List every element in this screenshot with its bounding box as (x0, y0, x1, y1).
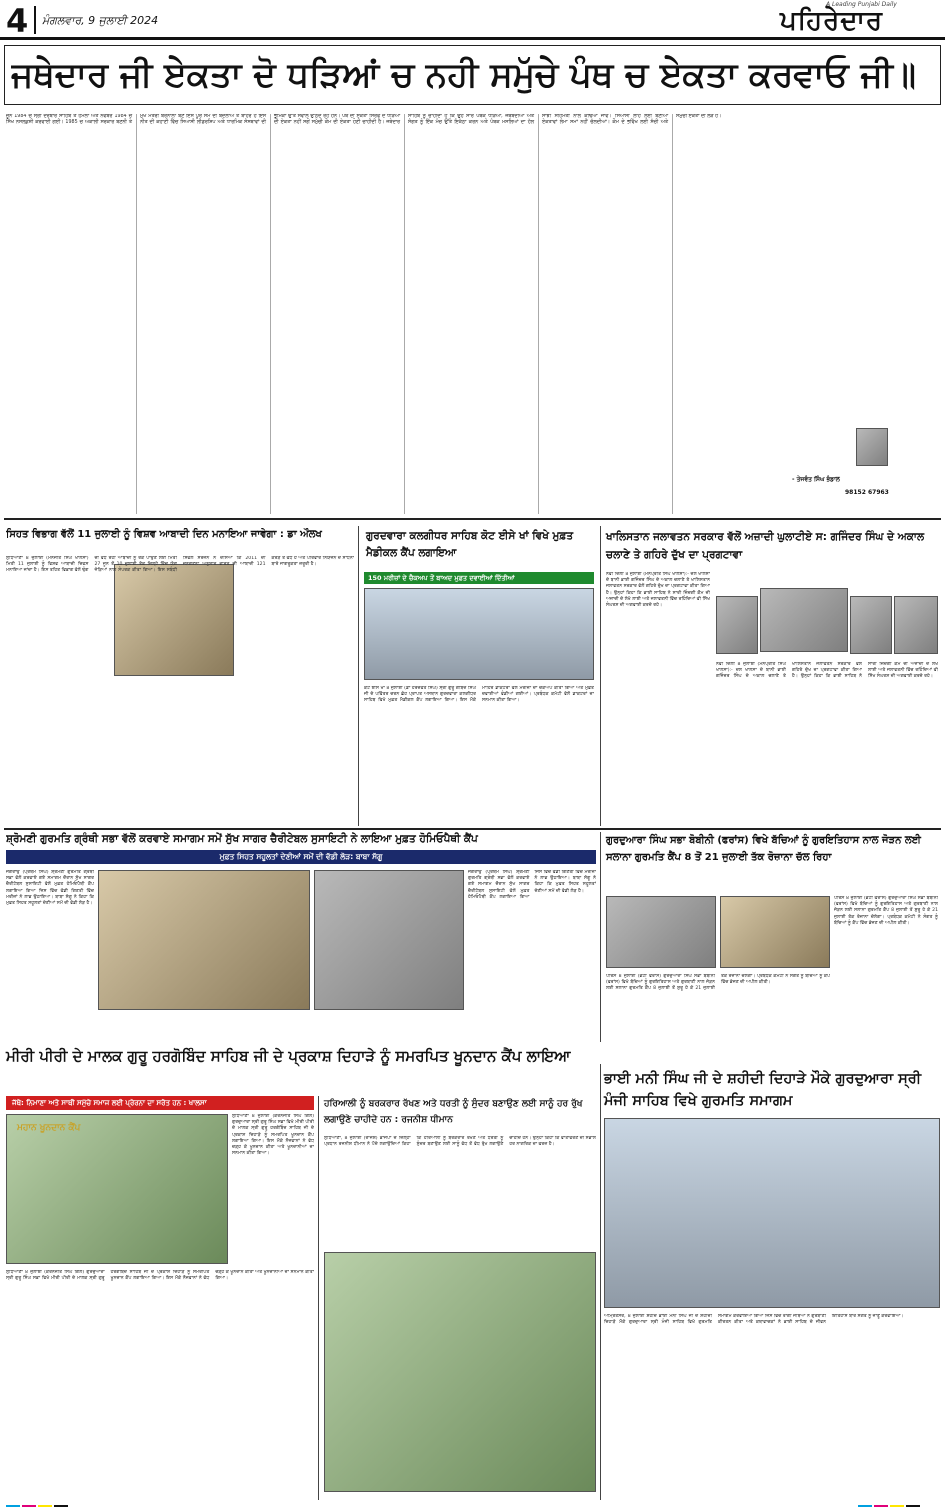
tagline: A Leading Punjabi Daily (826, 1, 897, 8)
paper-name: ਪਹਿਰੇਦਾਰ (780, 6, 883, 36)
story-photo (364, 588, 594, 680)
lead-body: ਜੂਨ 1984 ਚ ਸ੍ਰੀ ਦਰਬਾਰ ਸਾਹਿਬ ਤੇ ਹਮਲਾ ਅਤੇ ਨਵੰਬਰ 1984 ਚ ਸਿੱਖ ਨਸਲਕੁਸ਼ੀ ਕਰਵਾਈ ਗਈ। 1985 ਚ ਅਕਾਲੀ ਸਰਕਾਰ ਬਣਨੀ ਤੇ ਮੁੱਖ ਮੰਤਰੀ ਬਰਨਾਲਾ ਬਣੇ ਇਸ ਪੂਰੇ ਸਮੇਂ ਦੀ ਬਦਲਾਅ ਤੋਂ ਬਾਹਰ ਹੋ ਇਸ ਨੀਤ ਦੀ ਕਹਾਣੀ ਵਿੱਚ ਸਿਆਸੀ ਲੀਡਰਸ਼ਿਪ ਅਤੇ ਧਾਰਮਿਕ ਸੰਸਥਾਵਾਂ ਦੀ ਭੂਮਿਕਾ ਉੱਤੇ ਸਵਾਲ ਉੱਠਦੇ ਰਹੇ ਹਨ। ਪੰਥ ਦੀ ਏਕਤਾ ਸਿਰਫ ਦੋ ਧੜਿਆਂ ਦੀ ਏਕਤਾ ਨਹੀਂ ਸਗੋਂ ਸਮੁੱਚੀ ਕੌਮ ਦੀ ਏਕਤਾ ਹੋਣੀ ਚਾਹੀਦੀ ਹੈ। ਜਥੇਦਾਰ ਸਾਹਿਬ ਨੂੰ ਚਾਹੀਦਾ ਹੈ ਕਿ ਉਹ ਸਾਰੇ ਪੰਥਕ ਧੜਿਆਂ, ਜਥੇਬੰਦੀਆਂ ਅਤੇ ਸੰਗਤ ਨੂੰ ਇੱਕ ਮੰਚ ਉੱਤੇ ਇਕੱਠਾ ਕਰਨ ਅਤੇ ਪੰਥਕ ਮਸਲਿਆਂ ਦਾ ਹੱਲ ਸਾਂਝੀ ਸਹਿਮਤੀ ਨਾਲ ਕੱਢਿਆ ਜਾਵੇ। ਸਿਆਸੀ ਲਾਹੇ ਲਈ ਬਣੀਆਂ ਏਕਤਾਵਾਂ ਲੰਮਾ ਸਮਾਂ ਨਹੀਂ ਚੱਲਦੀਆਂ। ਕੌਮ ਦੇ ਭਵਿੱਖ ਲਈ ਸੱਚੀ ਅਤੇ ਸਮੁੱਚੀ ਏਕਤਾ ਦੀ ਲੋੜ ਹੈ। (6, 114, 722, 126)
date-line: ਮੰਗਲਵਾਰ, 9 ਜੁਲਾਈ 2024 (42, 14, 159, 27)
story-headline: ਖਾਲਿਸਤਾਨ ਜਲਾਵਤਨ ਸਰਕਾਰ ਵੱਲੋਂ ਅਜ਼ਾਦੀ ਘੁਲਾਟੀਏ ਸ: ਗਜਿੰਦਰ ਸਿੰਘ ਦੇ ਅਕਾਲ ਚਲਾਣੇ ਤੇ ਗਹਿਰੇ ਦੁੱਖ ਦਾ ਪ੍ਰਗਟਾਵਾ (606, 531, 925, 561)
masthead (0, 0, 945, 40)
color-registration-strip-right (858, 1498, 922, 1507)
story-homeopathy-camp (6, 832, 596, 1042)
story-body: ਅੰਮ੍ਰਿਤਸਰ, 8 ਜੁਲਾਈ ਸ਼ਹੀਦ ਭਾਈ ਮਨੀ ਸਿੰਘ ਜੀ ਦੇ ਸ਼ਹੀਦੀ ਦਿਹਾੜੇ ਮੌਕੇ ਗੁਰਦੁਆਰਾ ਸ੍ਰੀ ਮੰਜੀ ਸਾਹਿਬ ਵਿਖੇ ਗੁਰਮਤਿ ਸਮਾਗਮ ਕਰਵਾਇਆ ਗਿਆ ਜਿਸ ਵਿੱਚ ਰਾਗੀ ਜਥਿਆਂ ਨੇ ਗੁਰਬਾਣੀ ਕੀਰਤਨ ਕੀਤਾ ਅਤੇ ਕਥਾਵਾਚਕਾਂ ਨੇ ਭਾਈ ਸਾਹਿਬ ਦੇ ਜੀਵਨ ਇਤਿਹਾਸ ਬਾਰੇ ਸੰਗਤ ਨੂੰ ਜਾਣੂ ਕਰਵਾਇਆ। (604, 1314, 904, 1326)
story-body: ਲੁਧਿਆਣਾ, 8 ਜੁਲਾਈ (ਰਾਜੇਸ਼) ਭਾਜਪਾ ਦੇ ਜ਼ਿਲ੍ਹਾ ਪ੍ਰਧਾਨ ਰਜਨੀਸ਼ ਧੀਮਾਨ ਨੇ ਪੌਦੇ ਲਗਾਉਂਦਿਆਂ ਕਿਹਾ ਕਿ ਹਰਿਆਲੀ ਨੂੰ ਬਰਕਰਾਰ ਰੱਖਣ ਅਤੇ ਧਰਤੀ ਨੂੰ ਸੁੰਦਰ ਬਣਾਉਣ ਲਈ ਸਾਨੂੰ ਵੱਧ ਤੋਂ ਵੱਧ ਰੁੱਖ ਲਗਾਉਣੇ ਚਾਹੀਦੇ ਹਨ। ਉਨ੍ਹਾਂ ਕਿਹਾ ਕਿ ਵਾਤਾਵਰਣ ਦੀ ਸੰਭਾਲ ਹਰ ਨਾਗਰਿਕ ਦਾ ਫਰਜ਼ ਹੈ। (324, 1136, 596, 1148)
portrait-photo-2 (760, 588, 848, 652)
author-photo (856, 428, 888, 466)
story-photo (604, 1118, 940, 1308)
color-registration-strip (6, 1498, 70, 1507)
col-separator (600, 1064, 601, 1500)
col-separator (600, 526, 601, 826)
blood-donation-body-continued: ਲੁਧਿਆਣਾ 8 ਜੁਲਾਈ (ਕਰਨਜੀਤ ਸਿੰਘ ਗਿੱਲ) ਗੁਰਦੁਆਰਾ ਸ੍ਰੀ ਗੁਰੂ ਸਿੰਘ ਸਭਾ ਵਿਖੇ ਮੀਰੀ ਪੀਰੀ ਦੇ ਮਾਲਕ ਸ੍ਰੀ ਗੁਰੂ ਹਰਗੋਬਿੰਦ ਸਾਹਿਬ ਜੀ ਦੇ ਪ੍ਰਕਾਸ਼ ਦਿਹਾੜੇ ਨੂੰ ਸਮਰਪਿਤ ਖੂਨਦਾਨ ਕੈਂਪ ਲਗਾਇਆ ਗਿਆ। ਇਸ ਮੌਕੇ ਨੌਜਵਾਨਾਂ ਨੇ ਵੱਧ ਚੜ੍ਹ ਕੇ ਖੂਨਦਾਨ ਕੀਤਾ ਅਤੇ ਖੂਨਦਾਨੀਆਂ ਦਾ ਸਨਮਾਨ ਕੀਤਾ ਗਿਆ। (6, 1270, 314, 1282)
story-headline: ਸ਼੍ਰੋਮਣੀ ਗੁਰਮਤਿ ਗ੍ਰੰਥੀ ਸਭਾ ਵੱਲੋਂ ਕਰਵਾਏ ਸਮਾਗਮ ਸਮੇਂ ਸੁੱਖ ਸਾਗਰ ਚੈਰੀਟੇਬਲ ਸੁਸਾਇਟੀ ਨੇ ਲਾਇਆ ਮੁਫ਼ਤ ਹੋਮਿਓਪੈਥੀ ਕੈਂਪ (6, 833, 478, 845)
photo-sign: ਮਹਾਨ ਖੂਨਦਾਨ ਕੈਂਪ (17, 1123, 81, 1133)
story-headline: ਗੁਰਦਵਾਰਾ ਕਲਗੀਧਰ ਸਾਹਿਬ ਕੋਟ ਈਸੇ ਖਾਂ ਵਿਖੇ ਮੁਫ਼ਤ ਮੈਡੀਕਲ ਕੈਂਪ ਲਗਾਇਆ (366, 530, 574, 559)
story-gajinder-singh (604, 526, 940, 826)
portrait-photo-4 (894, 596, 938, 654)
story-photo-right (314, 870, 464, 1010)
story-body-continued: ਜਗਰਾਉਂ (ਪ੍ਰਥਮ ਸਿੰਘ) ਸ਼੍ਰੋਮਣੀ ਗੁਰਮਤਿ ਗ੍ਰੰਥੀ ਸਭਾ ਵੱਲੋਂ ਕਰਵਾਏ ਗਏ ਸਮਾਗਮ ਦੌਰਾਨ ਸੁੱਖ ਸਾਗਰ ਚੈਰੀਟੇਬਲ ਸੁਸਾਇਟੀ ਵੱਲੋਂ ਮੁਫ਼ਤ ਹੋਮਿਓਪੈਥੀ ਕੈਂਪ ਲਗਾਇਆ ਗਿਆ ਜਿਸ ਵਿੱਚ ਵੱਡੀ ਗਿਣਤੀ ਵਿੱਚ ਮਰੀਜ਼ਾਂ ਨੇ ਲਾਭ ਉਠਾਇਆ। ਬਾਬਾ ਸੱਗੂ ਨੇ ਕਿਹਾ ਕਿ ਮੁਫ਼ਤ ਸਿਹਤ ਸਹੂਲਤਾਂ ਦੇਣੀਆਂ ਸਮੇਂ ਦੀ ਵੱਡੀ ਲੋੜ ਹੈ। (468, 870, 596, 900)
story-body: ਜਗਰਾਉਂ (ਪ੍ਰਥਮ ਸਿੰਘ) ਸ਼੍ਰੋਮਣੀ ਗੁਰਮਤਿ ਗ੍ਰੰਥੀ ਸਭਾ ਵੱਲੋਂ ਕਰਵਾਏ ਗਏ ਸਮਾਗਮ ਦੌਰਾਨ ਸੁੱਖ ਸਾਗਰ ਚੈਰੀਟੇਬਲ ਸੁਸਾਇਟੀ ਵੱਲੋਂ ਮੁਫ਼ਤ ਹੋਮਿਓਪੈਥੀ ਕੈਂਪ ਲਗਾਇਆ ਗਿਆ ਜਿਸ ਵਿੱਚ ਵੱਡੀ ਗਿਣਤੀ ਵਿੱਚ ਮਰੀਜ਼ਾਂ ਨੇ ਲਾਭ ਉਠਾਇਆ। ਬਾਬਾ ਸੱਗੂ ਨੇ ਕਿਹਾ ਕਿ ਮੁਫ਼ਤ ਸਿਹਤ ਸਹੂਲਤਾਂ ਦੇਣੀਆਂ ਸਮੇਂ ਦੀ ਵੱਡੀ ਲੋੜ ਹੈ। (6, 870, 94, 907)
story-photo-left (606, 896, 716, 968)
story-photo-left (98, 870, 310, 1010)
section-rule (4, 828, 941, 830)
story-bobigny-camp (604, 832, 940, 1062)
lead-headline-box (4, 45, 941, 105)
story-body: ਲੁਧਿਆਣਾ 8 ਜੁਲਾਈ (ਮਨਜੀਤ ਸਿੰਘ ਖਾਲਸਾ) ਮਿਤੀ 11 ਜੁਲਾਈ ਨੂੰ ਵਿਸ਼ਵ ਆਬਾਦੀ ਦਿਵਸ ਮਨਾਇਆ ਜਾਂਦਾ ਹੈ। ਇਸ ਤਹਿਤ ਵਿਭਾਗ ਵੱਲੋਂ ਢੰਗ ਦੀ ਵੱਧ ਰਹੀ ਆਬਾਦੀ ਨੂੰ ਰੋਕ ਪਾਉਣ ਲਈ ਮਿਤੀ 27 ਜੂਨ ਤੋਂ 10 ਜੁਲਾਈ ਤੱਕ ਜਿਲ੍ਹੇ ਵਿੱਚ ਯੋਗ ਜੋੜਿਆਂ ਨਾਲ ਸੰਪਰਕ ਕੀਤਾ ਗਿਆ। ਇਸ ਸਬੰਧੀ ਸਿਵਲ ਸਰਜਨ ਨੇ ਦੱਸਿਆ ਕਿ 2011 ਦੀ ਜਨਗਣਨਾ ਅਨੁਸਾਰ ਭਾਰਤ ਦੀ ਆਬਾਦੀ 121 ਕਰੋੜ ਤੋਂ ਵੱਧ ਹੈ ਅਤੇ ਪਰਿਵਾਰ ਨਿਯੋਜਨ ਦੇ ਸਾਧਨਾਂ ਬਾਰੇ ਜਾਗਰੂਕਤਾ ਜ਼ਰੂਰੀ ਹੈ। (6, 556, 354, 574)
story-medical-camp (362, 526, 596, 826)
lead-bottom-rule (4, 518, 941, 520)
col-separator (358, 526, 359, 826)
blood-donation-banner: ਜੱਥੇ: ਨਿਮਾਣਾ ਅਤੇ ਸਾਥੀ ਸਮੁੱਚੇ ਸਮਾਜ ਲਈ ਪ੍ਰੇਰਨਾ ਦਾ ਸਰੋਤ ਹਨ : ਖਾਲਸਾ (6, 1096, 314, 1110)
story-body-continued: ਪੈਰਿਸ 8 ਜੁਲਾਈ (ਭੱਟੀ ਫਰਾਂਸ) ਗੁਰਦੁਆਰਾ ਸਿੰਘ ਸਭਾ ਬੋਬੀਨੀ (ਫਰਾਂਸ) ਵਿਖੇ ਬੱਚਿਆਂ ਨੂੰ ਗੁਰਇਤਿਹਾਸ ਅਤੇ ਗੁਰਬਾਣੀ ਨਾਲ ਜੋੜਨ ਲਈ ਸਲਾਨਾ ਗੁਰਮਤਿ ਕੈਂਪ 8 ਜੁਲਾਈ ਤੋਂ ਸ਼ੁਰੂ ਹੋ ਕੇ 21 ਜੁਲਾਈ ਤੱਕ ਰੋਜ਼ਾਨਾ ਚੱਲੇਗਾ। ਪ੍ਰਬੰਧਕ ਕਮੇਟੀ ਨੇ ਸੰਗਤ ਨੂੰ ਬੱਚਿਆਂ ਨੂੰ ਕੈਂਪ ਵਿੱਚ ਭੇਜਣ ਦੀ ਅਪੀਲ ਕੀਤੀ। (606, 974, 830, 992)
portrait-photo-3 (850, 596, 892, 654)
story-world-population (6, 526, 354, 816)
portrait-photo-1 (716, 596, 758, 654)
masthead-divider (34, 6, 36, 34)
story-headline: ਹਰਿਆਲੀ ਨੂੰ ਬਰਕਰਾਰ ਰੱਖਣ ਅਤੇ ਧਰਤੀ ਨੂੰ ਸੁੰਦਰ ਬਣਾਉਣ ਲਈ ਸਾਨੂੰ ਹਰ ਰੁੱਖ ਲਗਾਉਣੇ ਚਾਹੀਦੇ ਹਨ : ਰਜਨੀਸ਼ ਧੀਮਾਨ (324, 1099, 583, 1125)
story-headline: ਭਾਈ ਮਨੀ ਸਿੰਘ ਜੀ ਦੇ ਸ਼ਹੀਦੀ ਦਿਹਾੜੇ ਮੌਕੇ ਗੁਰਦੁਆਰਾ ਸ੍ਰੀ ਮੰਜੀ ਸਾਹਿਬ ਵਿਖੇ ਗੁਰਮਤਿ ਸਮਾਗਮ (604, 1071, 922, 1109)
blood-donation-body: ਲੁਧਿਆਣਾ 8 ਜੁਲਾਈ (ਕਰਨਜੀਤ ਸਿੰਘ ਗਿੱਲ) ਗੁਰਦੁਆਰਾ ਸ੍ਰੀ ਗੁਰੂ ਸਿੰਘ ਸਭਾ ਵਿਖੇ ਮੀਰੀ ਪੀਰੀ ਦੇ ਮਾਲਕ ਸ੍ਰੀ ਗੁਰੂ ਹਰਗੋਬਿੰਦ ਸਾਹਿਬ ਜੀ ਦੇ ਪ੍ਰਕਾਸ਼ ਦਿਹਾੜੇ ਨੂੰ ਸਮਰਪਿਤ ਖੂਨਦਾਨ ਕੈਂਪ ਲਗਾਇਆ ਗਿਆ। ਇਸ ਮੌਕੇ ਨੌਜਵਾਨਾਂ ਨੇ ਵੱਧ ਚੜ੍ਹ ਕੇ ਖੂਨਦਾਨ ਕੀਤਾ ਅਤੇ ਖੂਨਦਾਨੀਆਂ ਦਾ ਸਨਮਾਨ ਕੀਤਾ ਗਿਆ। (232, 1114, 314, 1157)
col-separator (318, 1096, 319, 1500)
author-name: - ਤੇਜਵੰਤ ਸਿੰਘ ਭੰਡਾਲ (792, 476, 840, 483)
story-body: ਪੈਰਿਸ 8 ਜੁਲਾਈ (ਭੱਟੀ ਫਰਾਂਸ) ਗੁਰਦੁਆਰਾ ਸਿੰਘ ਸਭਾ ਬੋਬੀਨੀ (ਫਰਾਂਸ) ਵਿਖੇ ਬੱਚਿਆਂ ਨੂੰ ਗੁਰਇਤਿਹਾਸ ਅਤੇ ਗੁਰਬਾਣੀ ਨਾਲ ਜੋੜਨ ਲਈ ਸਲਾਨਾ ਗੁਰਮਤਿ ਕੈਂਪ 8 ਜੁਲਾਈ ਤੋਂ ਸ਼ੁਰੂ ਹੋ ਕੇ 21 ਜੁਲਾਈ ਤੱਕ ਰੋਜ਼ਾਨਾ ਚੱਲੇਗਾ। ਪ੍ਰਬੰਧਕ ਕਮੇਟੀ ਨੇ ਸੰਗਤ ਨੂੰ ਬੱਚਿਆਂ ਨੂੰ ਕੈਂਪ ਵਿੱਚ ਭੇਜਣ ਦੀ ਅਪੀਲ ਕੀਤੀ। (834, 896, 938, 926)
col-separator (600, 832, 601, 1042)
blood-donation-photo (6, 1114, 228, 1264)
story-headline: ਸਿਹਤ ਵਿਭਾਗ ਵੱਲੋਂ 11 ਜੁਲਾਈ ਨੂੰ ਵਿਸ਼ਵ ਆਬਾਦੀ ਦਿਨ ਮਨਾਇਆ ਜਾਵੇਗਾ : ਡਾ ਔਲਖ (6, 529, 322, 540)
story-tree-planting (322, 1096, 598, 1500)
story-headline: ਗੁਰਦੁਆਰਾ ਸਿੰਘ ਸਭਾ ਬੋਬੀਨੀ (ਫਰਾਂਸ) ਵਿਖੇ ਬੱਚਿਆਂ ਨੂੰ ਗੁਰਇਤਿਹਾਸ ਨਾਲ ਜੋੜਨ ਲਈ ਸਲਾਨਾ ਗੁਰਮਤਿ ਕੈਂਪ 8 ਤੋਂ 21 ਜੁਲਾਈ ਤੱਕ ਰੋਜ਼ਾਨਾ ਚੱਲ ਰਿਹਾ (606, 835, 921, 863)
story-body: ਨਵੀਂ ਦਿੱਲੀ 8 ਜੁਲਾਈ (ਮਨਪ੍ਰੀਤ ਸਿੰਘ ਖਾਲਸਾ):- ਦਲ ਖਾਲਸਾ ਦੇ ਬਾਨੀ ਭਾਈ ਗਜਿੰਦਰ ਸਿੰਘ ਦੇ ਅਕਾਲ ਚਲਾਣੇ ਤੇ ਖਾਲਿਸਤਾਨ ਜਲਾਵਤਨ ਸਰਕਾਰ ਵੱਲੋਂ ਗਹਿਰੇ ਦੁੱਖ ਦਾ ਪ੍ਰਗਟਾਵਾ ਕੀਤਾ ਗਿਆ ਹੈ। ਉਨ੍ਹਾਂ ਕਿਹਾ ਕਿ ਭਾਈ ਸਾਹਿਬ ਨੇ ਸਾਰੀ ਜ਼ਿੰਦਗੀ ਕੌਮ ਦੀ ਅਜ਼ਾਦੀ ਦੇ ਲੇਖੇ ਲਾਈ ਅਤੇ ਜਲਾਵਤਨੀ ਵਿੱਚ ਰਹਿੰਦਿਆਂ ਵੀ ਸਿੱਖ ਸੰਘਰਸ਼ ਦੀ ਅਗਵਾਈ ਕਰਦੇ ਰਹੇ। (606, 572, 710, 609)
story-photo-right (720, 896, 830, 968)
story-headline: ਮੀਰੀ ਪੀਰੀ ਦੇ ਮਾਲਕ ਗੁਰੂ ਹਰਗੋਬਿੰਦ ਸਾਹਿਬ ਜੀ ਦੇ ਪ੍ਰਕਾਸ਼ ਦਿਹਾੜੇ ਨੂੰ ਸਮਰਪਿਤ ਖੂਨਦਾਨ ਕੈਂਪ ਲਾਇਆ (6, 1047, 571, 1065)
page-number: 4 (6, 2, 29, 40)
story-photo (324, 1252, 596, 1492)
story-banner: 150 ਮਰੀਜ਼ਾਂ ਦੇ ਚੈਕਅਪ ਤੋਂ ਬਾਅਦ ਮੁਫ਼ਤ ਦਵਾਈਆਂ ਦਿੱਤੀਆਂ (364, 572, 594, 584)
story-subline: ਮੁਫ਼ਤ ਸਿਹਤ ਸਹੂਲਤਾਂ ਦੇਣੀਆਂ ਸਮੇਂ ਦੀ ਵੱਡੀ ਲੋੜ: ਬਾਬਾ ਸੱਗੂ (6, 850, 596, 864)
story-bhai-mani-singh (604, 1064, 940, 1500)
story-body-continued: ਨਵੀਂ ਦਿੱਲੀ 8 ਜੁਲਾਈ (ਮਨਪ੍ਰੀਤ ਸਿੰਘ ਖਾਲਸਾ):- ਦਲ ਖਾਲਸਾ ਦੇ ਬਾਨੀ ਭਾਈ ਗਜਿੰਦਰ ਸਿੰਘ ਦੇ ਅਕਾਲ ਚਲਾਣੇ ਤੇ ਖਾਲਿਸਤਾਨ ਜਲਾਵਤਨ ਸਰਕਾਰ ਵੱਲੋਂ ਗਹਿਰੇ ਦੁੱਖ ਦਾ ਪ੍ਰਗਟਾਵਾ ਕੀਤਾ ਗਿਆ ਹੈ। ਉਨ੍ਹਾਂ ਕਿਹਾ ਕਿ ਭਾਈ ਸਾਹਿਬ ਨੇ ਸਾਰੀ ਜ਼ਿੰਦਗੀ ਕੌਮ ਦੀ ਅਜ਼ਾਦੀ ਦੇ ਲੇਖੇ ਲਾਈ ਅਤੇ ਜਲਾਵਤਨੀ ਵਿੱਚ ਰਹਿੰਦਿਆਂ ਵੀ ਸਿੱਖ ਸੰਘਰਸ਼ ਦੀ ਅਗਵਾਈ ਕਰਦੇ ਰਹੇ। (716, 662, 938, 680)
author-phone: 98152 67963 (845, 489, 889, 496)
story-body: ਕੋਟ ਈਸੇ ਖਾਂ 8 ਜੁਲਾਈ (ਡਾ ਹਰਦਵੰਤ ਸਿੰਘ) ਸ੍ਰੀ ਗੁਰੂ ਗੋਬਿੰਦ ਸਿੰਘ ਜੀ ਦੇ ਪਵਿੱਤਰ ਚਰਨ ਛੋਹ ਪ੍ਰਾਪਤ ਅਸਥਾਨ ਗੁਰਦਵਾਰਾ ਕਲਗੀਧਰ ਸਾਹਿਬ ਵਿਖੇ ਮੁਫ਼ਤ ਮੈਡੀਕਲ ਕੈਂਪ ਲਗਾਇਆ ਗਿਆ। ਇਸ ਮੌਕੇ ਮਾਹਿਰ ਡਾਕਟਰਾਂ ਵੱਲੋਂ ਮਰੀਜ਼ਾਂ ਦਾ ਚੈਕਅਪ ਕੀਤਾ ਗਿਆ ਅਤੇ ਮੁਫ਼ਤ ਦਵਾਈਆਂ ਵੰਡੀਆਂ ਗਈਆਂ। ਪ੍ਰਬੰਧਕ ਕਮੇਟੀ ਵੱਲੋਂ ਡਾਕਟਰਾਂ ਦਾ ਸਨਮਾਨ ਕੀਤਾ ਗਿਆ। (364, 686, 594, 704)
lead-headline: ਜਥੇਦਾਰ ਜੀ ਏਕਤਾ ਦੋ ਧੜਿਆਂ ਚ ਨਹੀ ਸਮੁੱਚੇ ਪੰਥ ਚ ਏਕਤਾ ਕਰਵਾਓ ਜੀ॥ (11, 55, 916, 95)
